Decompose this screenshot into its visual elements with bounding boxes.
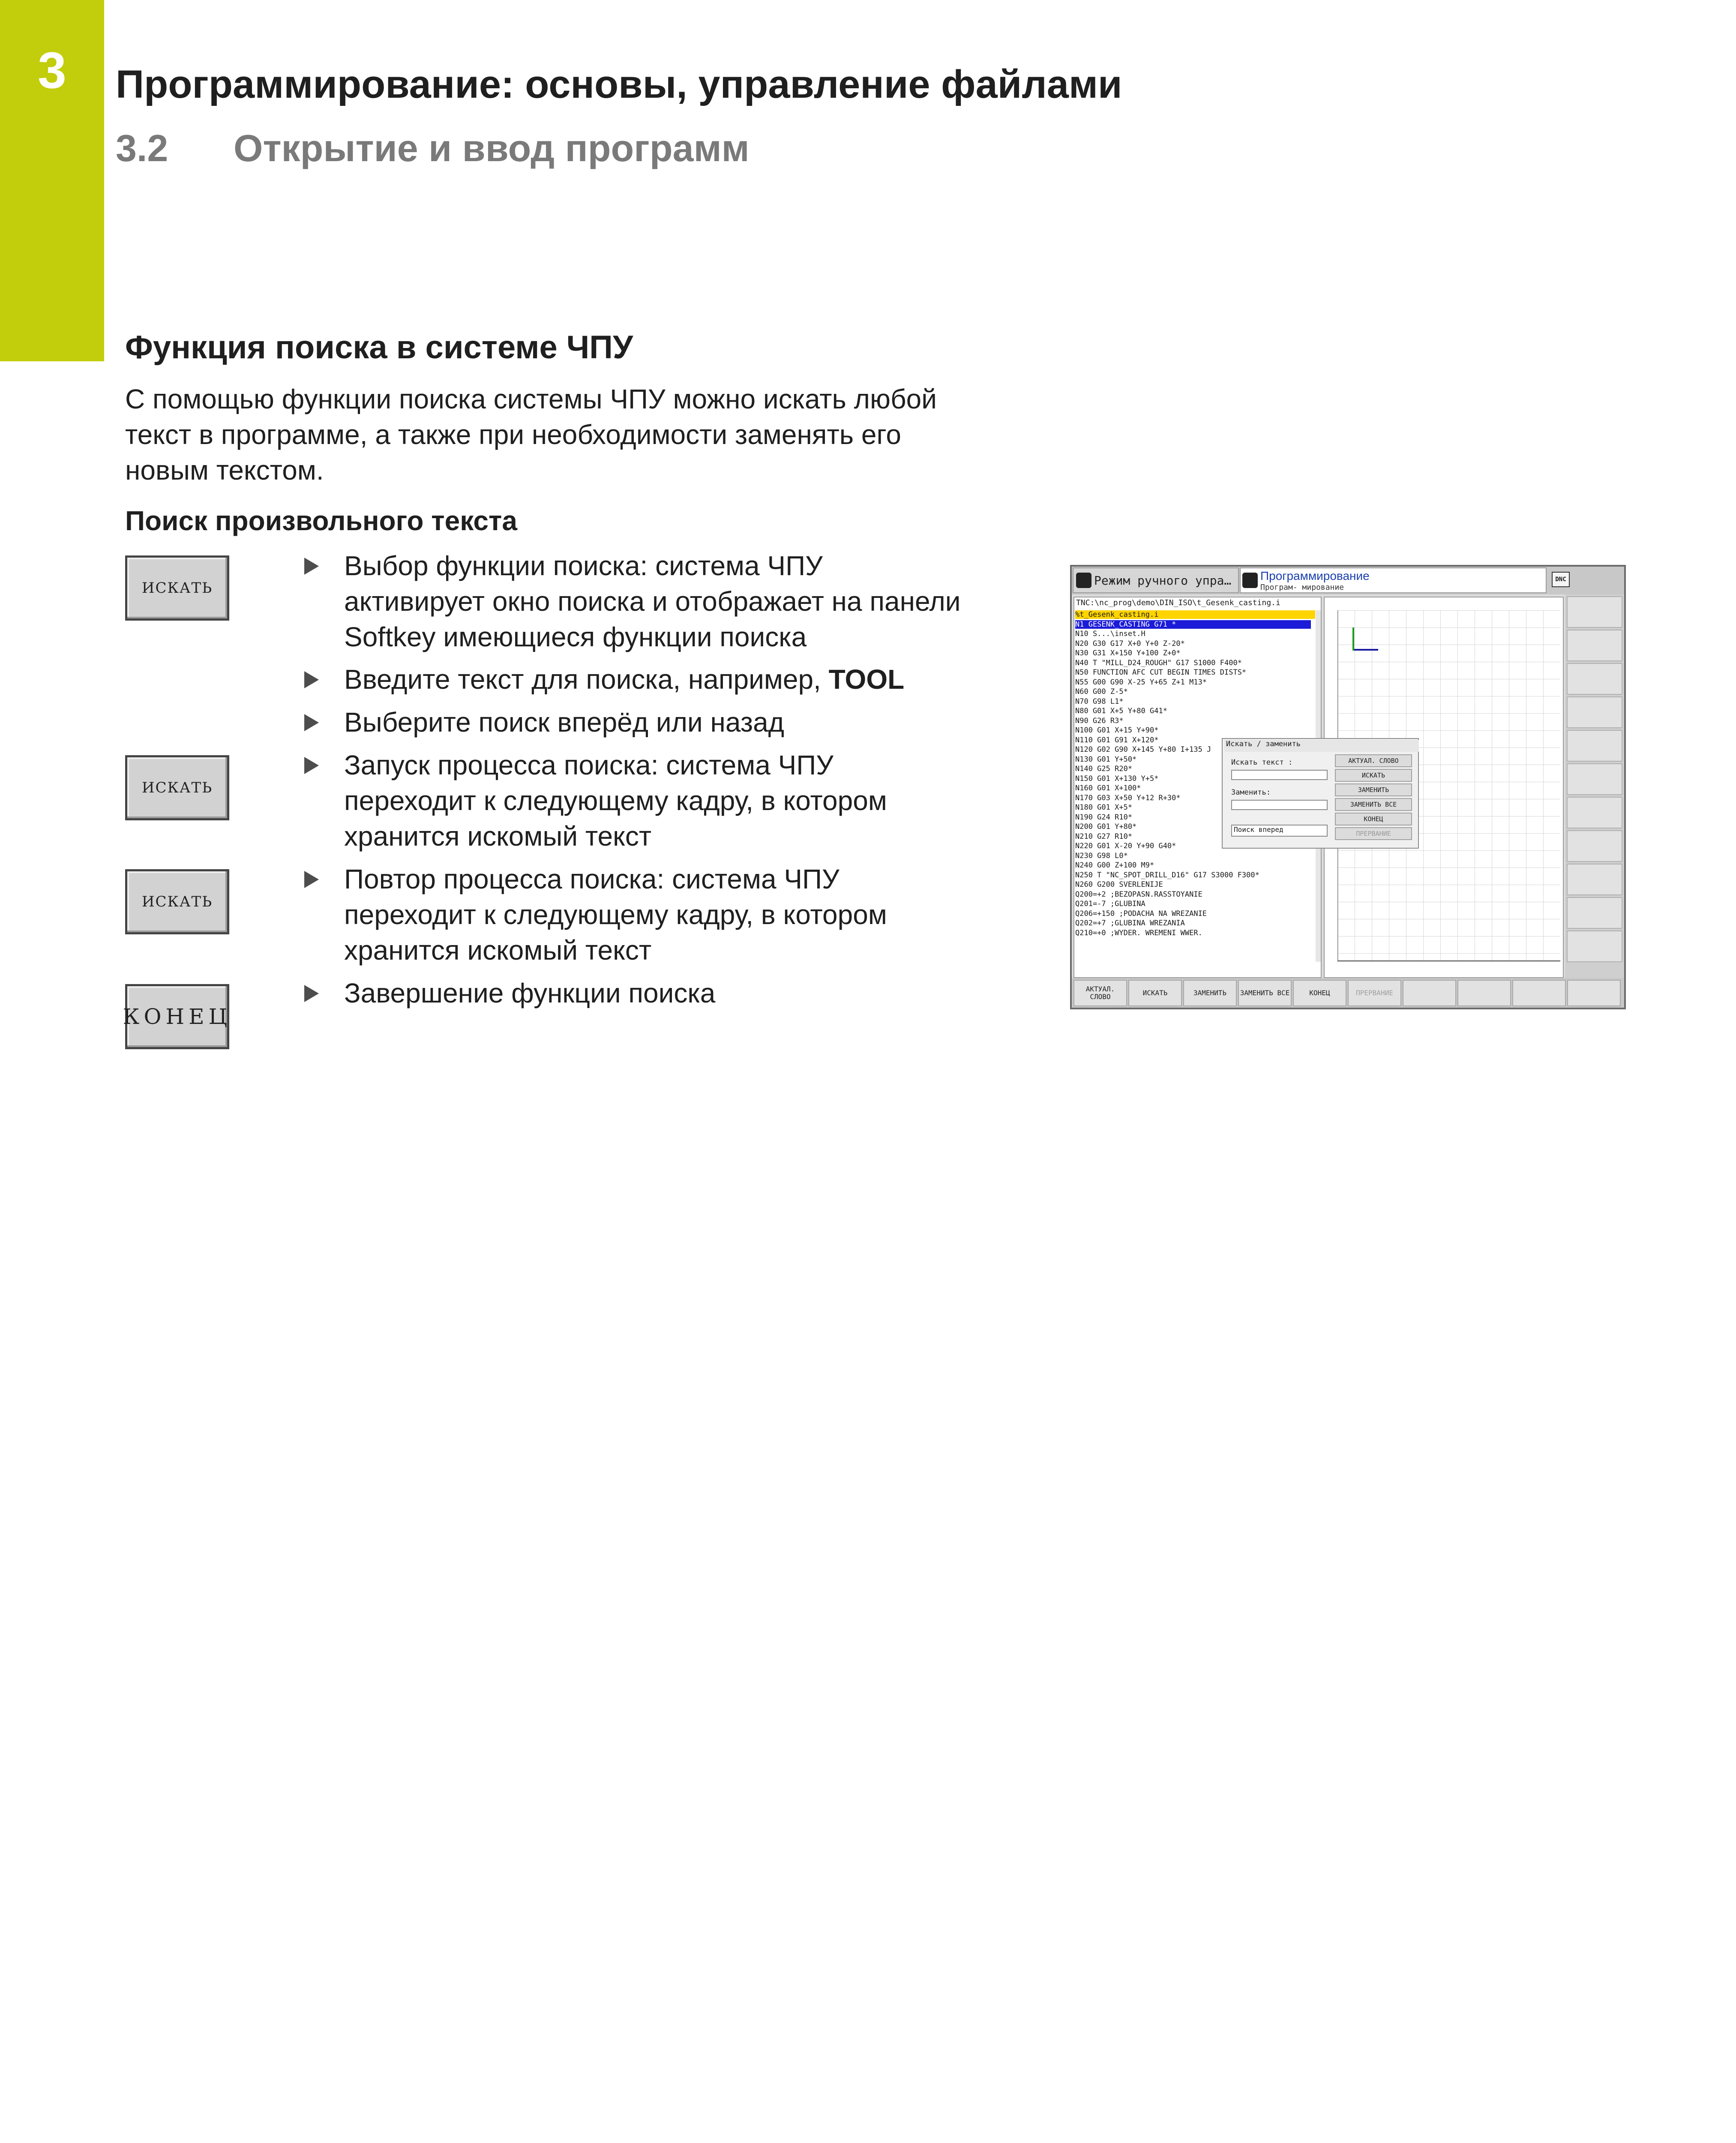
step-line: Выбор функции поиска: система ЧПУ: [344, 550, 823, 581]
chapter-number: 3: [38, 42, 66, 99]
find-input[interactable]: [1231, 770, 1328, 780]
tab-programming-label: Программирование: [1260, 569, 1370, 582]
code-line[interactable]: N150 G01 X+130 Y+5*: [1075, 774, 1159, 783]
step-line: переходит к следующему кадру, в котором: [344, 899, 887, 930]
manual-mode-icon: [1076, 573, 1091, 588]
code-line[interactable]: N250 T "NC_SPOT_DRILL_D16" G17 S3000 F300*: [1075, 870, 1259, 879]
vertical-softkey[interactable]: [1567, 830, 1622, 862]
heading-any-text: Поиск произвольного текста: [125, 505, 517, 536]
code-line[interactable]: N130 G01 Y+50*: [1075, 755, 1137, 764]
softkey-search-open: ИСКАТЬ: [125, 555, 229, 621]
vertical-softkey[interactable]: [1567, 696, 1622, 728]
code-line[interactable]: N70 G98 L1*: [1075, 697, 1124, 706]
code-line[interactable]: N20 G30 G17 X+0 Y+0 Z-20*: [1075, 639, 1185, 648]
softkey-end: КОНЕЦ: [125, 984, 229, 1049]
code-line[interactable]: N210 G27 R10*: [1075, 832, 1133, 841]
code-line[interactable]: N260 G200 SVERLENIJE: [1075, 880, 1163, 889]
code-line[interactable]: Q202=+7 ;GLUBINA WREZANIA: [1075, 919, 1185, 927]
dnc-badge: DNC: [1552, 572, 1570, 587]
bullet-arrow-icon: [304, 671, 319, 688]
code-line[interactable]: N40 T "MILL_D24_ROUGH" G17 S1000 F400*: [1075, 658, 1242, 667]
vertical-softkey[interactable]: [1567, 663, 1622, 695]
vertical-softkey[interactable]: [1567, 897, 1622, 929]
step-line: активирует окно поиска и отображает на панели: [344, 586, 961, 617]
bullet-arrow-icon: [304, 714, 319, 731]
softkey-search-start: ИСКАТЬ: [125, 755, 229, 820]
vertical-softkey[interactable]: [1567, 763, 1622, 795]
code-line[interactable]: N10 S...\inset.H: [1075, 630, 1145, 638]
heading-search-function: Функция поиска в системе ЧПУ: [125, 329, 633, 366]
step-line: Повтор процесса поиска: система ЧПУ: [344, 864, 840, 894]
code-line[interactable]: N80 G01 X+5 Y+80 G41*: [1075, 707, 1167, 715]
tab-programming[interactable]: [1240, 567, 1547, 593]
step-line: Введите текст для поиска, например,: [344, 664, 829, 695]
softkey-abort[interactable]: ПРЕРВАНИЕ: [1348, 980, 1401, 1006]
softkey-empty[interactable]: [1457, 980, 1511, 1006]
step-line: Softkey имеющиеся функции поиска: [344, 621, 807, 652]
dialog-current-word-button[interactable]: АКТУАЛ. СЛОВО: [1335, 754, 1412, 767]
search-replace-dialog: [1222, 738, 1419, 849]
dialog-end-button[interactable]: КОНЕЦ: [1335, 813, 1412, 825]
softkey-current-word[interactable]: АКТУАЛ. СЛОВО: [1073, 980, 1127, 1006]
step-line: Выберите поиск вперёд или назад: [344, 707, 784, 738]
programming-icon: [1242, 573, 1258, 588]
code-line[interactable]: N30 G31 X+150 Y+100 Z+0*: [1075, 649, 1181, 657]
replace-input[interactable]: [1231, 800, 1328, 810]
code-line[interactable]: Q200=+2 ;BEZOPASN.RASSTOYANIE: [1075, 890, 1202, 899]
vertical-softkey[interactable]: [1567, 596, 1622, 628]
code-line[interactable]: N60 G00 Z-5*: [1075, 687, 1128, 696]
intro-paragraph: [125, 381, 1068, 488]
bullet-arrow-icon: [304, 757, 319, 774]
code-line[interactable]: Q201=-7 ;GLUBINA: [1075, 900, 1145, 908]
step-line: хранится искомый текст: [344, 935, 652, 966]
bullet-arrow-icon: [304, 985, 319, 1002]
code-line[interactable]: N120 G02 G90 X+145 Y+80 I+135 J: [1075, 745, 1211, 754]
dialog-search-button[interactable]: ИСКАТЬ: [1335, 769, 1412, 782]
dialog-replace-button[interactable]: ЗАМЕНИТЬ: [1335, 783, 1412, 796]
softkey-empty[interactable]: [1512, 980, 1566, 1006]
code-line[interactable]: N55 G00 G90 X-25 Y+65 Z+1 M13*: [1075, 678, 1207, 687]
horizontal-softkey-bar: [1072, 978, 1624, 1008]
dialog-title: Искать / заменить: [1224, 740, 1419, 752]
code-line[interactable]: N170 G03 X+50 Y+12 R+30*: [1075, 793, 1181, 802]
dialog-abort-button[interactable]: ПРЕРВАНИЕ: [1335, 827, 1412, 840]
code-line[interactable]: Q210=+0 ;WYDER. WREMENI WWER.: [1075, 928, 1202, 937]
tab-manual-mode-label: Режим ручного упра…: [1094, 573, 1232, 588]
code-line[interactable]: %t_Gesenk_casting.i: [1075, 610, 1315, 619]
softkey-empty[interactable]: [1403, 980, 1456, 1006]
direction-select[interactable]: Поиск вперед: [1231, 825, 1328, 837]
code-line[interactable]: Q206=+150 ;PODACHA NA WREZANIE: [1075, 909, 1207, 918]
bullet-arrow-icon: [304, 558, 319, 575]
tab-manual-mode[interactable]: [1073, 567, 1239, 593]
vertical-softkey[interactable]: [1567, 730, 1622, 762]
intro-line: С помощью функции поиска системы ЧПУ можно искать любой: [125, 384, 937, 414]
step-line: Завершение функции поиска: [344, 978, 716, 1008]
code-line[interactable]: N1 GESENK_CASTING G71 *: [1075, 620, 1311, 629]
example-keyword: TOOL: [828, 664, 905, 695]
vertical-softkey-bar: [1565, 594, 1624, 978]
dialog-replace-all-button[interactable]: ЗАМЕНИТЬ ВСЕ: [1335, 798, 1412, 811]
intro-line: текст в программе, а также при необходимости заменять его: [125, 419, 901, 450]
softkey-replace[interactable]: ЗАМЕНИТЬ: [1183, 980, 1237, 1006]
code-line[interactable]: N240 G00 Z+100 M9*: [1075, 861, 1154, 870]
softkey-search[interactable]: ИСКАТЬ: [1128, 980, 1182, 1006]
x-axis-icon: [1352, 649, 1378, 651]
tab-programming-sublabel: Програм- мирование: [1260, 583, 1344, 592]
softkey-end-screen[interactable]: КОНЕЦ: [1293, 980, 1346, 1006]
step-line: Запуск процесса поиска: система ЧПУ: [344, 750, 834, 780]
code-line[interactable]: N140 G25 R20*: [1075, 765, 1133, 773]
bullet-arrow-icon: [304, 871, 319, 888]
chapter-title: Программирование: основы, управление файлами: [116, 63, 1122, 106]
mode-bar: [1072, 567, 1624, 594]
intro-line: новым текстом.: [125, 455, 324, 486]
code-line[interactable]: N200 G01 Y+80*: [1075, 822, 1137, 831]
code-line[interactable]: N50 FUNCTION AFC CUT BEGIN TIMES DISTS*: [1075, 668, 1247, 677]
step-line: переходит к следующему кадру, в котором: [344, 785, 887, 816]
step-line: хранится искомый текст: [344, 821, 652, 852]
vertical-softkey[interactable]: [1567, 630, 1622, 661]
vertical-softkey[interactable]: [1567, 864, 1622, 895]
tnc-screenshot: [1070, 565, 1626, 1009]
softkey-empty[interactable]: [1567, 980, 1621, 1006]
replace-label: Заменить:: [1231, 788, 1271, 797]
code-line[interactable]: N110 G01 G91 X+120*: [1075, 735, 1159, 744]
code-line[interactable]: N180 G01 X+5*: [1075, 803, 1133, 812]
code-line[interactable]: N190 G24 R10*: [1075, 813, 1133, 822]
y-axis-icon: [1352, 627, 1354, 651]
softkey-replace-all[interactable]: ЗАМЕНИТЬ ВСЕ: [1238, 980, 1292, 1006]
program-path: TNC:\nc_prog\demo\DIN_ISO\t_Gesenk_casting.i: [1076, 598, 1280, 607]
code-line[interactable]: N100 G01 X+15 Y+90*: [1075, 726, 1159, 735]
section-number: 3.2: [116, 127, 168, 169]
find-label: Искать текст :: [1231, 758, 1293, 767]
code-line[interactable]: N160 G01 X+100*: [1075, 784, 1141, 792]
section-title: Открытие и ввод программ: [234, 127, 750, 169]
code-line[interactable]: N90 G26 R3*: [1075, 716, 1124, 725]
softkey-search-repeat: ИСКАТЬ: [125, 869, 229, 934]
code-line[interactable]: N220 G01 X-20 Y+90 G40*: [1075, 842, 1176, 850]
vertical-softkey[interactable]: [1567, 930, 1622, 962]
vertical-softkey[interactable]: [1567, 797, 1622, 828]
code-line[interactable]: N230 G98 L0*: [1075, 851, 1128, 860]
